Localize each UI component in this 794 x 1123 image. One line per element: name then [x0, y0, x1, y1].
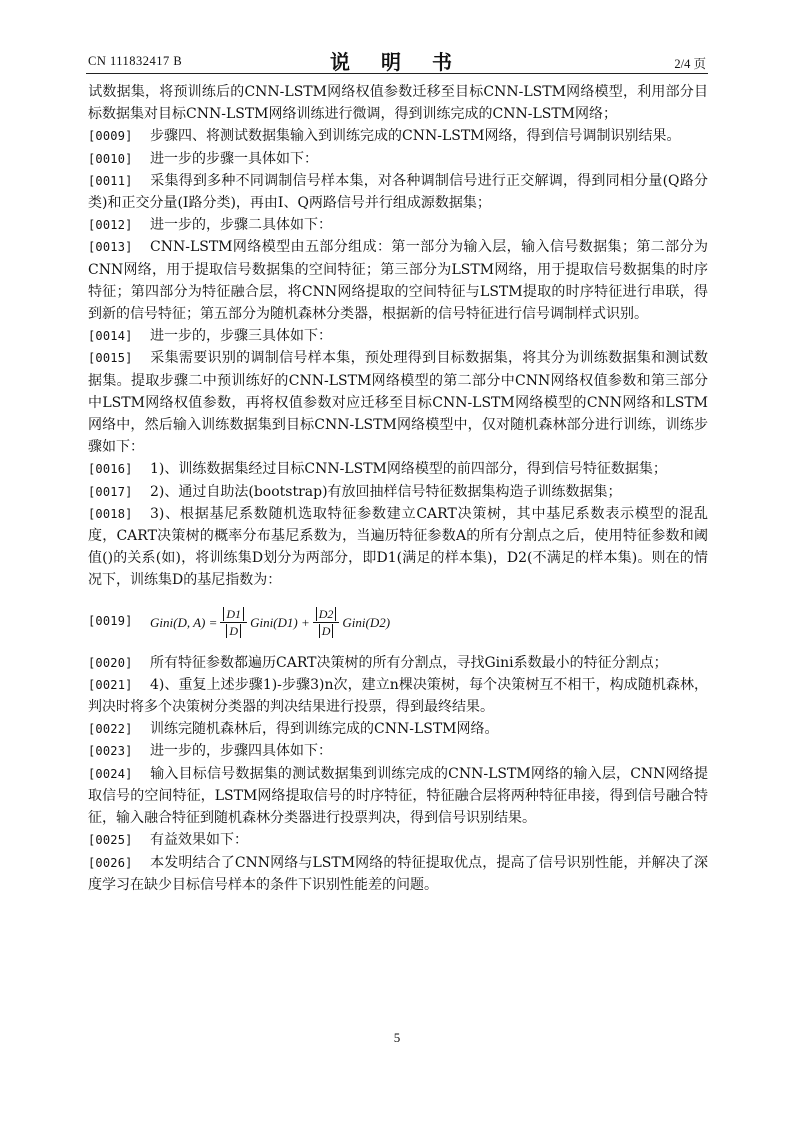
paragraph-text: CNN-LSTM网络模型由五部分组成：第一部分为输入层，输入信号数据集；第二部分为CNN网络，用于提取信号数据集的空间特征；第三部分为LSTM网络，用于提取信号数据集的时序特征；第四部分为特征融合层，将CNN网络提取的空间特征与LSTM提取的时序特征进行串联，得到新的信号特征；第五部分为随机森林分类器，根据新的信号特征进行信号调制样式识别。 [88, 239, 708, 323]
paragraph [88, 148, 708, 170]
gini-formula [150, 600, 390, 646]
paragraph [88, 740, 708, 762]
denominator-d: D [226, 624, 241, 638]
paragraph-text: 输入目标信号数据集的测试数据集到训练完成的CNN-LSTM网络的输入层，CNN网络提取信号的空间特征，LSTM网络提取信号的时序特征，特征融合层将两种特征串接，得到信号融合特征，输入融合特征到随机森林分类器进行投票判决，得到信号识别结果。 [88, 765, 708, 827]
paragraph-number: [0026] [88, 855, 133, 870]
paragraph [88, 125, 708, 147]
paragraph-number: [0015] [88, 351, 133, 366]
document-body [88, 81, 708, 896]
paragraph-text: 采集得到多种不同调制信号样本集，对各种调制信号进行正交解调，得到同相分量(Q路分类)和正交分量(I路分类)，再由I、Q两路信号并行组成源数据集； [88, 172, 708, 212]
paragraph-text: 所有特征参数都遍历CART决策树的所有分割点，寻找Gini系数最小的特征分割点； [150, 654, 668, 671]
paragraph [88, 325, 708, 347]
page-header [88, 42, 706, 72]
header-divider [86, 73, 708, 74]
paragraph-text: 进一步的步骤一具体如下： [150, 150, 318, 167]
paragraph-number: [0013] [88, 240, 133, 255]
paragraph [88, 652, 708, 674]
paragraph-text: 进一步的，步骤二具体如下： [150, 217, 332, 234]
fraction-d1-over-d [220, 606, 247, 639]
formula-lhs: Gini(D, A) = [150, 614, 218, 630]
paragraph-text: 训练完随机森林后，得到训练完成的CNN-LSTM网络。 [150, 721, 499, 738]
paragraph-text: 采集需要识别的调制信号样本集，预处理得到目标数据集，将其分为训练数据集和测试数据集。提取步骤二中预训练好的CNN-LSTM网络模型的第二部分中CNN网络权值参数和第三部分中LSTM网络权值参数，再将权值参数对应迁移至目标CNN-LSTM网络模型的CNN网络和LSTM网络中，然后输入训练数据集到目标CNN-LSTM网络模型中，仅对随机森林部分进行训练，训练步骤如下： [88, 350, 708, 456]
paragraph-number: [0022] [88, 722, 133, 737]
paragraph [88, 236, 708, 325]
paragraph [88, 829, 708, 851]
paragraph-text: 1)、训练数据集经过目标CNN-LSTM网络模型的前四部分，得到信号特征数据集； [150, 461, 667, 478]
paragraph-number: [0024] [88, 766, 133, 781]
paragraph-number: [0023] [88, 744, 133, 759]
fraction-d2-over-d [313, 606, 340, 639]
paragraph-number: [0016] [88, 462, 133, 477]
paragraph [88, 763, 708, 830]
gini-formula-row [88, 596, 708, 652]
paragraph-number: [0019] [88, 613, 133, 628]
paragraph-number: [0014] [88, 329, 133, 344]
paragraph [88, 674, 708, 718]
paragraph [88, 481, 708, 503]
paragraph [88, 503, 708, 592]
paragraph-text: 4)、重复上述步骤1)-步骤3)n次，建立n棵决策树，每个决策树互不相干，构成随机森林，判决时将多个决策树分类器的判决结果进行投票，得到最终结果。 [88, 676, 708, 716]
paragraph-number: [0012] [88, 218, 133, 233]
formula-term2: Gini(D2) [342, 614, 391, 630]
paragraph-text: 2)、通过自助法(bootstrap)有放回抽样信号特征数据集构造子训练数据集； [150, 483, 622, 500]
paragraph-text: 本发明结合了CNN网络与LSTM网络的特征提取优点，提高了信号识别性能，并解决了深度学习在缺少目标信号样本的条件下识别性能差的问题。 [88, 854, 708, 893]
paragraph-number: [0021] [88, 677, 133, 692]
paragraph-text: 步骤四、将测试数据集输入到训练完成的CNN-LSTM网络，得到信号调制识别结果。 [150, 128, 681, 145]
paragraph-text: 进一步的，步骤三具体如下： [150, 328, 332, 345]
paragraph-number: [0011] [88, 173, 133, 188]
paragraph-number: [0009] [88, 129, 133, 144]
formula-term1: Gini(D1) + [250, 614, 310, 630]
numerator-d2: D2 [316, 607, 337, 621]
document-title: 说 明 书 [330, 50, 464, 74]
page-indicator: 2/4 页 [674, 57, 706, 71]
page-number: 5 [393, 1030, 401, 1045]
paragraph [88, 458, 708, 480]
paragraph [88, 718, 708, 740]
paragraph-number: [0010] [88, 151, 133, 166]
paragraph-text: 有益效果如下： [150, 832, 248, 849]
paragraph-number: [0017] [88, 484, 133, 499]
paragraph [88, 81, 708, 125]
paragraph [88, 347, 708, 458]
paragraph [88, 214, 708, 236]
patent-number: CN 111832417 B [88, 54, 183, 68]
paragraph [88, 852, 708, 896]
denominator-d: D [319, 624, 334, 638]
paragraph [88, 170, 708, 214]
paragraph-text: 3)、根据基尼系数随机选取特征参数建立CART决策树，其中基尼系数表示模型的混乱度，CART决策树的概率分布基尼系数为，当遍历特征参数A的所有分割点之后，使用特征参数和阈值()的关系(如)，将训练集D划分为两部分，即D1(满足的样本集)，D2(不满足的样本集)。则在的情况下，训练集D的基尼指数为： [88, 505, 708, 589]
paragraph-text: 试数据集，将预训练后的CNN-LSTM网络权值参数迁移至目标CNN-LSTM网络模型，利用部分目标数据集对目标CNN-LSTM网络训练进行微调，得到训练完成的CNN-LSTM网络； [88, 84, 708, 123]
paragraph-text: 进一步的，步骤四具体如下： [150, 743, 332, 760]
paragraph-number: [0025] [88, 833, 133, 848]
numerator-d1: D1 [223, 607, 244, 621]
paragraph-number: [0020] [88, 655, 133, 670]
paragraph-number: [0018] [88, 506, 133, 521]
